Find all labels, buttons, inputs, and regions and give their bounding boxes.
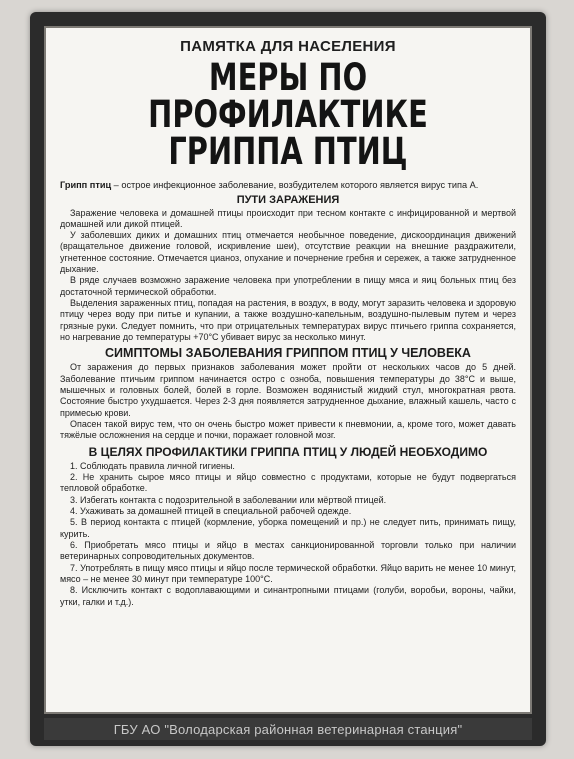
symptoms-paragraph: От заражения до первых признаков заболевания может пройти от нескольких часов до 5 дней. Заболевание птичьим гриппом начинается остро с озноба, повышения температуры до 38°С и выше, мышечных и головных болей, болей в горле. Возможен водянистый жидкий стул, многократная рвота. Состояние быстро ухудшается. Через 2-3 дня появляется затрудненное дыхание, влажный кашель, часто с примесью крови. xyxy=(60,362,516,418)
prevention-item: 8. Исключить контакт с водоплавающими и синантропными птицами (голуби, воробьи, вороны, чайки, утки, галки и т.д.). xyxy=(60,585,516,607)
prevention-item: 6. Приобретать мясо птицы и яйцо в местах санкционированной торговли только при наличии ветеринарных сопроводительных документов. xyxy=(60,540,516,562)
section-heading-transmission: ПУТИ ЗАРАЖЕНИЯ xyxy=(236,193,340,206)
symptoms-paragraph: Опасен такой вирус тем, что он очень быстро может привести к пневмонии, а, кроме того, может давать тяжёлые осложнения на сердце и почки, поражает головной мозг. xyxy=(60,419,516,441)
poster-content xyxy=(44,26,532,714)
footer-organization: ГБУ АО "Володарская районная ветеринарная станция" xyxy=(113,721,463,737)
prevention-item: 2. Не хранить сырое мясо птицы и яйцо совместно с продуктами, которые не будут подвергаться тепловой обработке. xyxy=(60,472,516,494)
poster xyxy=(30,12,546,746)
poster-title-line2: ГРИППА ПТИЦ xyxy=(168,130,408,173)
poster-subtitle: ПАМЯТКА ДЛЯ НАСЕЛЕНИЯ xyxy=(180,38,396,55)
transmission-paragraph: У заболевших диких и домашних птиц отмечается необычное поведение, дискоординация движений (вращательное движение головой, искривление шеи), отсутствие реакции на внешние раздражители, угнетенное состояние. Отмечается цианоз, опухание и почернение гребня и сережек, а также затрудненное дыхание. xyxy=(60,230,516,275)
intro-paragraph xyxy=(60,180,516,192)
prevention-item: 1. Соблюдать правила личной гигиены. xyxy=(70,460,235,471)
prevention-item: 5. В период контакта с птицей (кормление, уборка помещений и пр.) не следует пить, принимать пищу, курить. xyxy=(60,517,516,539)
intro-text: – острое инфекционное заболевание, возбудителем которого является вирус типа А. xyxy=(111,180,479,190)
prevention-item: 3. Избегать контакта с подозрительной в заболевании или мёртвой птицей. xyxy=(70,494,387,505)
transmission-paragraph: Выделения зараженных птиц, попадая на растения, в воздух, в воду, могут заразить человека и здоровую птицу через воду при питье и купании, а также воздушно-капельным, воздушно-пылевым путем и через грязные руки. Следует помнить, что при отрицательных температурах вирус птичьего гриппа сохраняется, но нагревание до температуры +70°С убивает вирус за несколько минут. xyxy=(60,298,516,343)
transmission-paragraph: В ряде случаев возможно заражение человека при употреблении в пищу мяса и яиц больных птиц без достаточной термической обработки. xyxy=(60,275,516,297)
prevention-item: 7. Употреблять в пищу мясо птицы и яйцо после термической обработки. Яйцо варить не менее 10 минут, мясо – не менее 30 минут при температуре 100°С. xyxy=(60,562,516,585)
transmission-paragraph: Заражение человека и домашней птицы происходит при тесном контакте с инфицированной и мертвой домашней или дикой птицей. xyxy=(60,207,516,229)
footer-bar xyxy=(44,718,532,740)
prevention-item: 4. Ухаживать за домашней птицей в специальной рабочей одежде. xyxy=(70,506,352,517)
intro-term: Грипп птиц xyxy=(60,180,112,190)
poster-title-line1: МЕРЫ ПО ПРОФИЛАКТИКЕ xyxy=(148,56,428,136)
section-heading-symptoms: СИМПТОМЫ ЗАБОЛЕВАНИЯ ГРИППОМ ПТИЦ У ЧЕЛОВЕКА xyxy=(105,346,471,361)
section-heading-prevention: В ЦЕЛЯХ ПРОФИЛАКТИКИ ГРИППА ПТИЦ У ЛЮДЕЙ НЕОБХОДИМО xyxy=(88,444,488,459)
